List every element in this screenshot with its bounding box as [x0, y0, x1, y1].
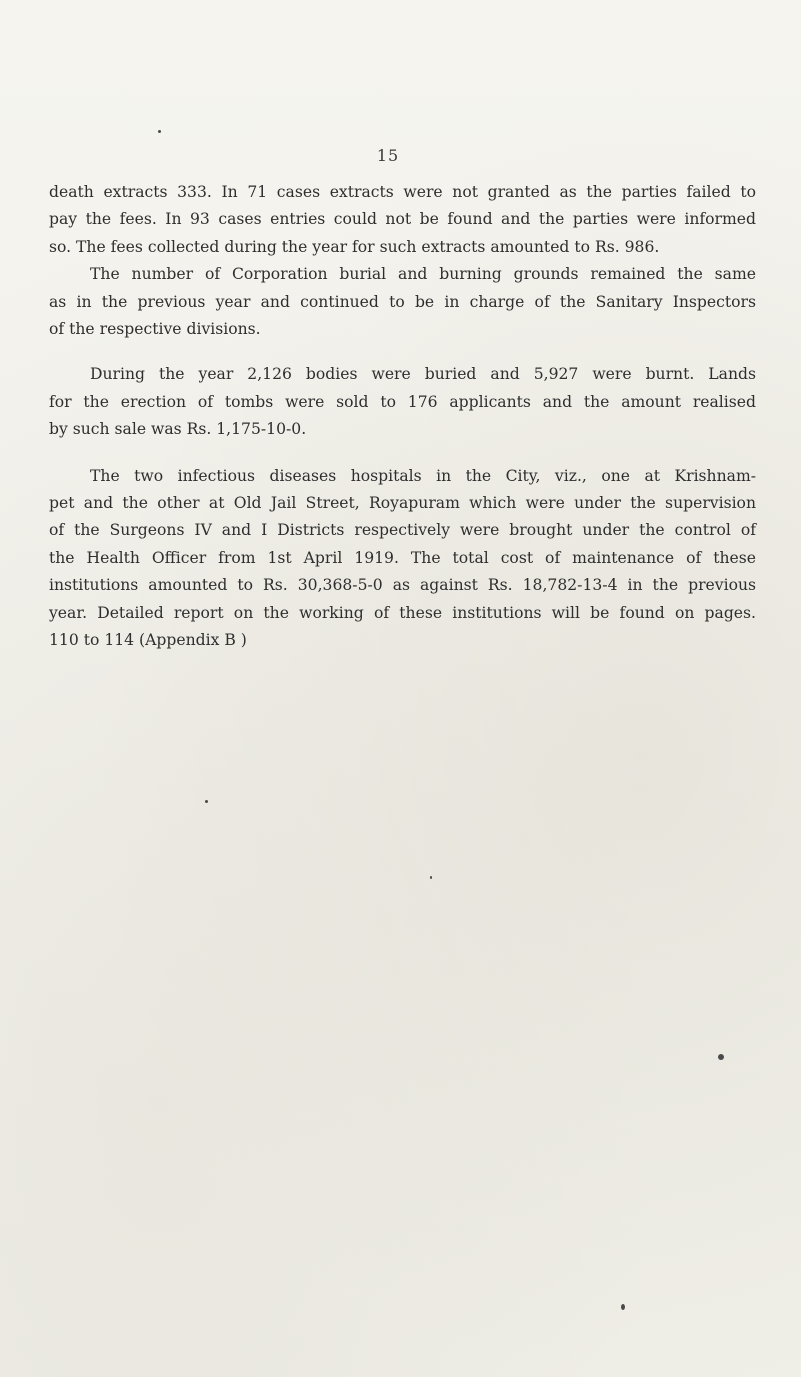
text-line: so. The fees collected during the year for such extracts amounted to Rs. 986. [49, 237, 660, 256]
scan-speck [430, 876, 432, 879]
text-line: death extracts 333. In 71 cases extracts were not granted as the parties failed to [49, 183, 756, 201]
text-line: of the Surgeons IV and I Districts respectively were brought under the control of [49, 521, 756, 540]
text-line: During the year 2,126 bodies were buried and 5,927 were burnt. Lands [90, 365, 756, 384]
paragraph-bodies-buried [49, 361, 756, 443]
paragraph-infectious-hospitals [49, 463, 756, 655]
scan-speck [205, 800, 208, 803]
scan-speck [158, 130, 161, 133]
text-line: The number of Corporation burial and burning grounds remained the same [90, 265, 756, 284]
text-line: the Health Officer from 1st April 1919. The total cost of maintenance of these [49, 548, 756, 567]
page-number: 15 [376, 146, 400, 165]
text-line: pay the fees. In 93 cases entries could not be found and the parties were informed [49, 210, 756, 229]
text-line: of the respective divisions. [49, 320, 261, 339]
text-line: The two infectious diseases hospitals in the City, viz., one at Krishnam- [90, 466, 756, 485]
text-line: 110 to 114 (Appendix B ) [49, 631, 247, 650]
text-line: for the erection of tombs were sold to 176 applicants and the amount realised [49, 392, 756, 411]
scan-speck [621, 1304, 625, 1310]
body-text [49, 179, 756, 655]
text-line: pet and the other at Old Jail Street, Royapuram which were under the supervision [49, 494, 756, 513]
text-line: institutions amounted to Rs. 30,368-5-0 as against Rs. 18,782-13-4 in the previous [49, 576, 756, 595]
text-line: as in the previous year and continued to be in charge of the Sanitary Inspectors [49, 292, 756, 311]
text-line: year. Detailed report on the working of these institutions will be found on pages. [49, 603, 756, 622]
paragraph-death-extracts [49, 179, 756, 261]
scan-speck [718, 1054, 724, 1060]
text-line: by such sale was Rs. 1,175-10-0. [49, 420, 307, 439]
paragraph-burial-grounds [49, 261, 756, 343]
